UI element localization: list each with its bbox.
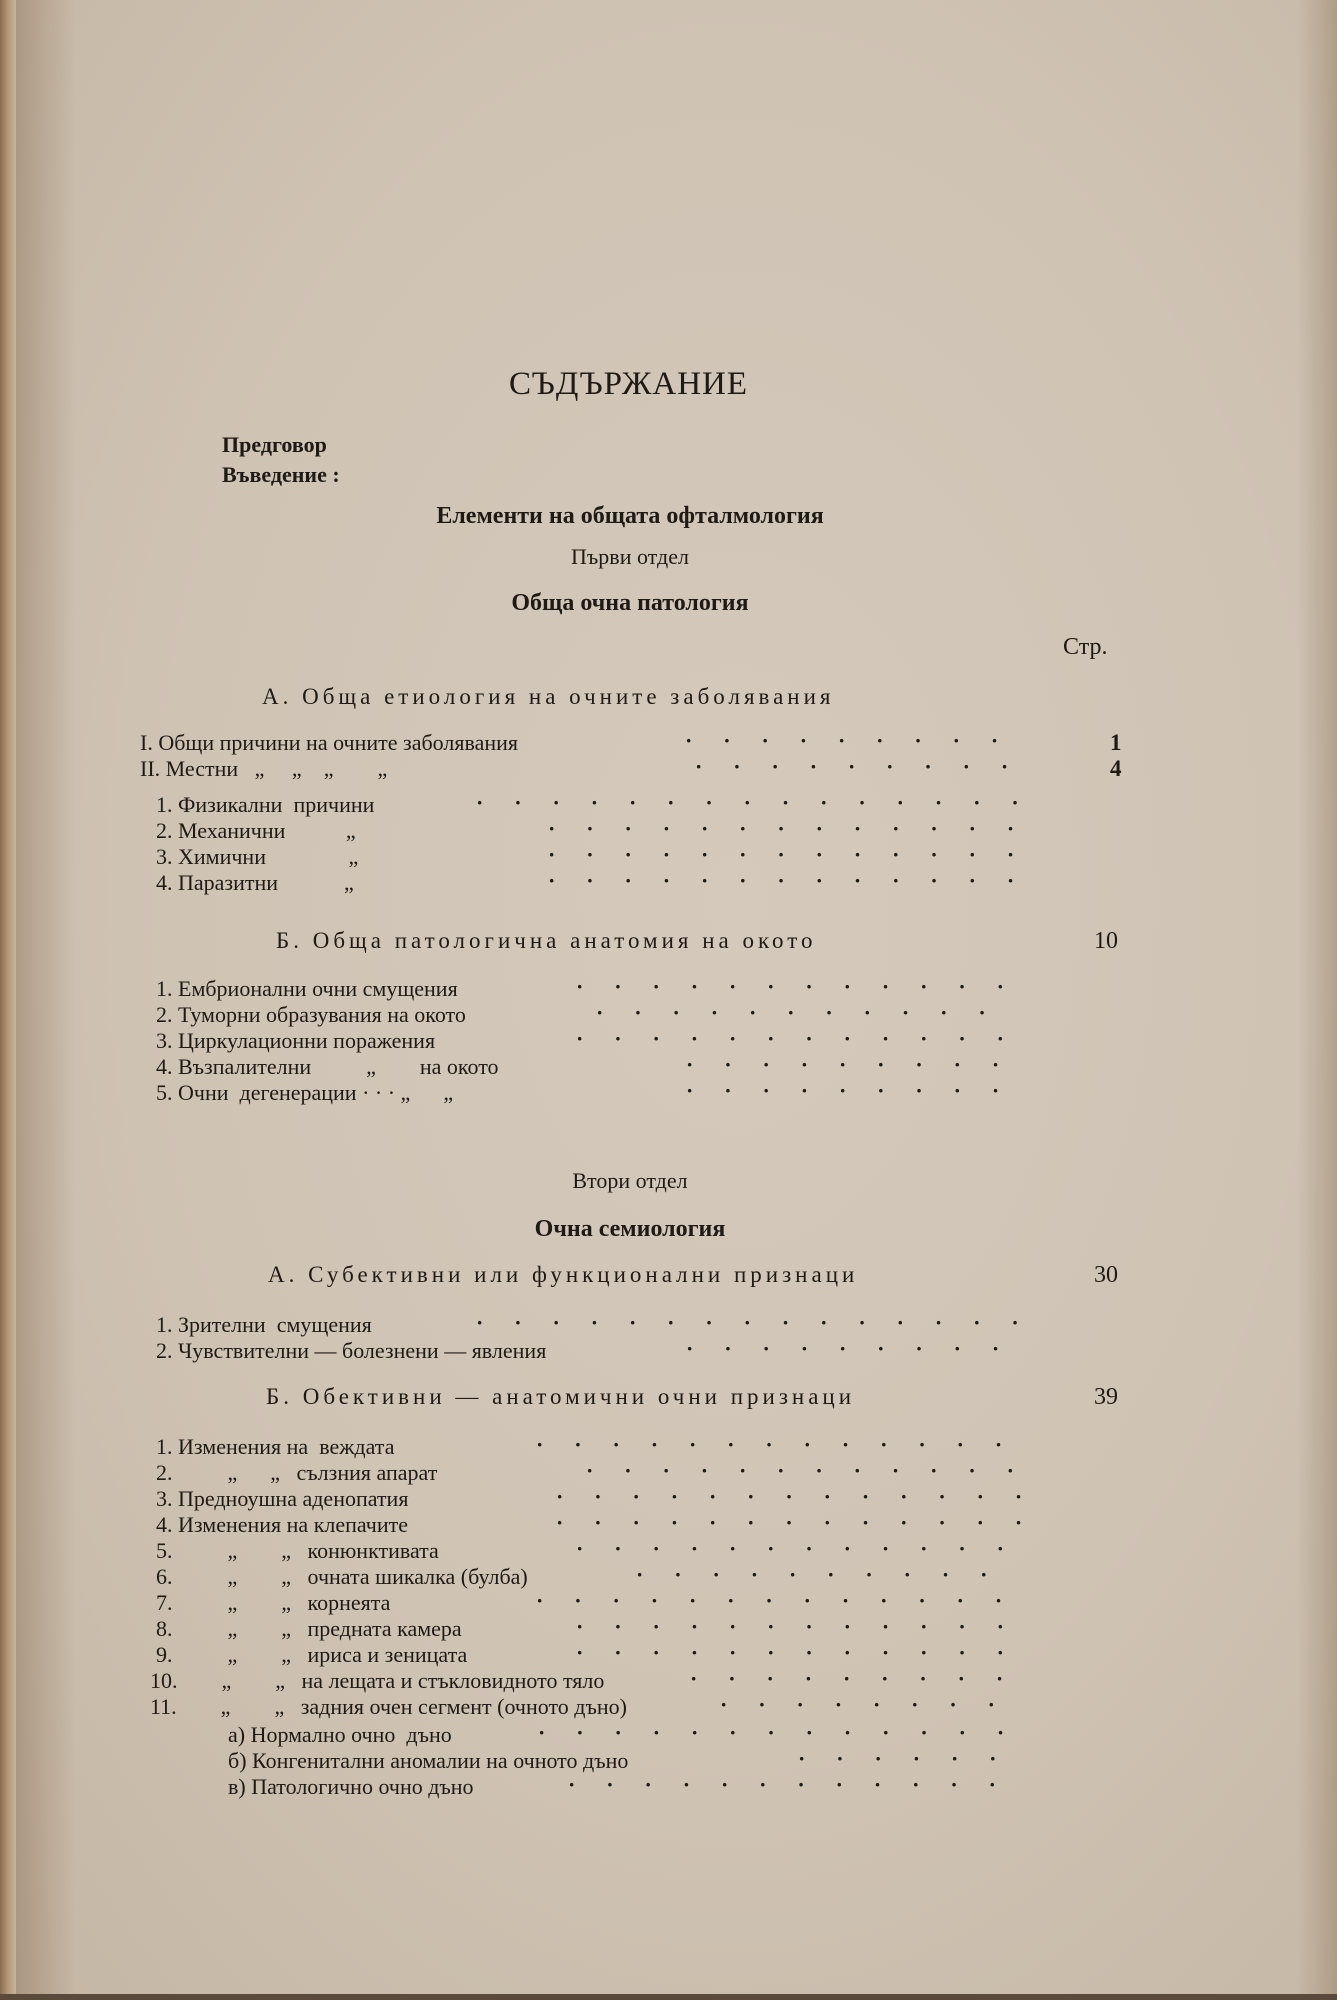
dot-leader: · · · · · · · · · · · · · [536,1432,1015,1457]
toc-entry [156,1512,1056,1538]
toc-entry [156,1028,1056,1054]
section-heading: А. Субективни или функционални признаци [268,1262,859,1287]
dot-leader: · · · · · · · · · [686,1052,1012,1077]
entry-label: 1. Изменения на веждата [156,1434,395,1459]
entry-label: 1. Зрителни смущения [156,1312,372,1337]
page-bottom-edge [0,1994,1337,2000]
entry-label: 4. Възпалителни „ на окото [156,1054,499,1079]
toc-entry [156,1642,1056,1668]
part-2-label: Втори отдел [572,1168,688,1193]
toc-entry [156,1054,1056,1080]
section-page: 39 [1094,1384,1118,1410]
entry-label: 6. „ „ очната шикалка (булба) [156,1564,528,1589]
entry-label: 2. Туморни образувания на окото [156,1002,466,1027]
toc-entry [156,1564,1056,1590]
dot-leader: · · · · · · · · · · · · · [556,1510,1035,1535]
toc-entry [156,844,1056,870]
entry-label: 5. „ „ конюнктивата [156,1538,439,1563]
toc-entry [156,1434,1056,1460]
dot-leader: · · · · · · · · · [690,1666,1016,1691]
book-spine [0,0,16,2000]
entry-label: 2. „ „ сълзния апарат [156,1460,438,1485]
entry-label: 4. Паразитни „ [156,870,354,895]
toc-entry [156,818,1056,844]
dot-leader: · · · · · · · · · · · · · [556,1484,1035,1509]
toc-entry [150,1694,1050,1720]
toc-entry [156,1486,1056,1512]
entry-label: 1. Физикални причини [156,792,375,817]
toc-entry-introduction: Въведение : [222,462,340,487]
toc-entry [156,1338,1056,1364]
entry-label: 5. Очни дегенерации · · · „ „ [156,1080,454,1105]
dot-leader: · · · · · · · · · · · · [576,974,1017,999]
entry-label: II. Местни „ „ „ „ [140,756,388,781]
entry-label: 9. „ „ ириса и зеницата [156,1642,468,1667]
entry-page: 4 [1110,756,1122,781]
page-edge-shadow [1297,0,1337,2000]
toc-title: СЪДЪРЖАНИЕ [508,366,749,402]
entry-label: 3. Циркулационни поражения [156,1028,436,1053]
entry-page: 1 [1110,730,1122,755]
entry-label: б) Конгенитални аномалии на очното дъно [228,1748,629,1773]
dot-leader: · · · · · · · · · · · · · [538,1720,1017,1745]
entry-label: 10. „ „ на лещата и стъкловидното тяло [150,1668,605,1693]
dot-leader: · · · · · · · · · · · · · [536,1588,1015,1613]
entry-label: а) Нормално очно дъно [228,1722,452,1747]
toc-entry-preface: Предговор [222,432,327,457]
toc-entry [156,870,1056,896]
dot-leader: · · · · · · · · · [686,1078,1012,1103]
dot-leader: · · · · · · · · · · [636,1562,1001,1587]
section-page: 10 [1094,928,1118,954]
dot-leader: · · · · · · · · · [685,728,1011,753]
toc-subentry [228,1722,1128,1748]
dot-leader: · · · · · · · · · · · · [576,1026,1017,1051]
toc-subentry [228,1748,1128,1774]
entry-label: в) Патологично очно дъно [228,1774,474,1799]
dot-leader: · · · · · · · · · · · [596,1000,999,1025]
entry-label: 7. „ „ корнеята [156,1590,391,1615]
entry-label: 3. Предноушна аденопатия [156,1486,409,1511]
toc-entry [156,792,1056,818]
section-heading: Б. Обективни — анатомични очни признаци [266,1384,856,1409]
toc-subentry [228,1774,1128,1800]
dot-leader: · · · · · · · · · [695,754,1021,779]
toc-entry [156,1312,1056,1338]
part-1-heading: Обща очна патология [511,590,749,616]
dot-leader: · · · · · · · · · · · · [568,1772,1009,1797]
dot-leader: · · · · · · · · · · · · · [548,816,1027,841]
dot-leader: · · · · · · [798,1746,1010,1771]
entry-label: 8. „ „ предната камера [156,1616,462,1641]
entry-label: 2. Механични „ [156,818,356,843]
entry-label: 1. Ембрионални очни смущения [156,976,458,1001]
main-heading: Елементи на общата офталмология [436,503,824,529]
dot-leader: · · · · · · · · · [686,1336,1012,1361]
toc-entry [156,1538,1056,1564]
entry-label: 4. Изменения на клепачите [156,1512,409,1537]
entry-label: 2. Чувствителни — болезнени — явления [156,1338,547,1363]
toc-entry [156,1080,1056,1106]
dot-leader: · · · · · · · · [720,1692,1008,1717]
section-page: 30 [1094,1262,1118,1288]
entry-label: I. Общи причини на очните заболявания [140,730,518,755]
toc-entry [156,1616,1056,1642]
section-heading: Б. Обща патологична анатомия на окото [276,928,817,953]
section-heading: А. Обща етиология на очните заболявания [262,684,835,709]
toc-entry [150,1668,1050,1694]
toc-entry [156,1460,1056,1486]
dot-leader: · · · · · · · · · · · · · · · [476,790,1032,815]
toc-entry [140,728,1122,756]
dot-leader: · · · · · · · · · · · · · [548,842,1027,867]
dot-leader: · · · · · · · · · · · · [576,1536,1017,1561]
part-2-heading: Очна семиология [534,1216,726,1242]
entry-label: 3. Химични „ [156,844,359,869]
gutter-shadow [16,0,76,2000]
toc-entry [156,1590,1056,1616]
toc-entry [156,1002,1056,1028]
part-1-label: Първи отдел [571,544,689,569]
dot-leader: · · · · · · · · · · · · · · · [476,1310,1032,1335]
dot-leader: · · · · · · · · · · · · · [548,868,1027,893]
toc-entry [156,976,1056,1002]
entry-label: 11. „ „ задния очен сегмент (очното дъно) [150,1694,627,1719]
dot-leader: · · · · · · · · · · · · [586,1458,1027,1483]
toc-entry [140,754,1122,782]
dot-leader: · · · · · · · · · · · · [576,1614,1017,1639]
page-column-label: Стр. [1063,634,1108,660]
dot-leader: · · · · · · · · · · · · [576,1640,1017,1665]
